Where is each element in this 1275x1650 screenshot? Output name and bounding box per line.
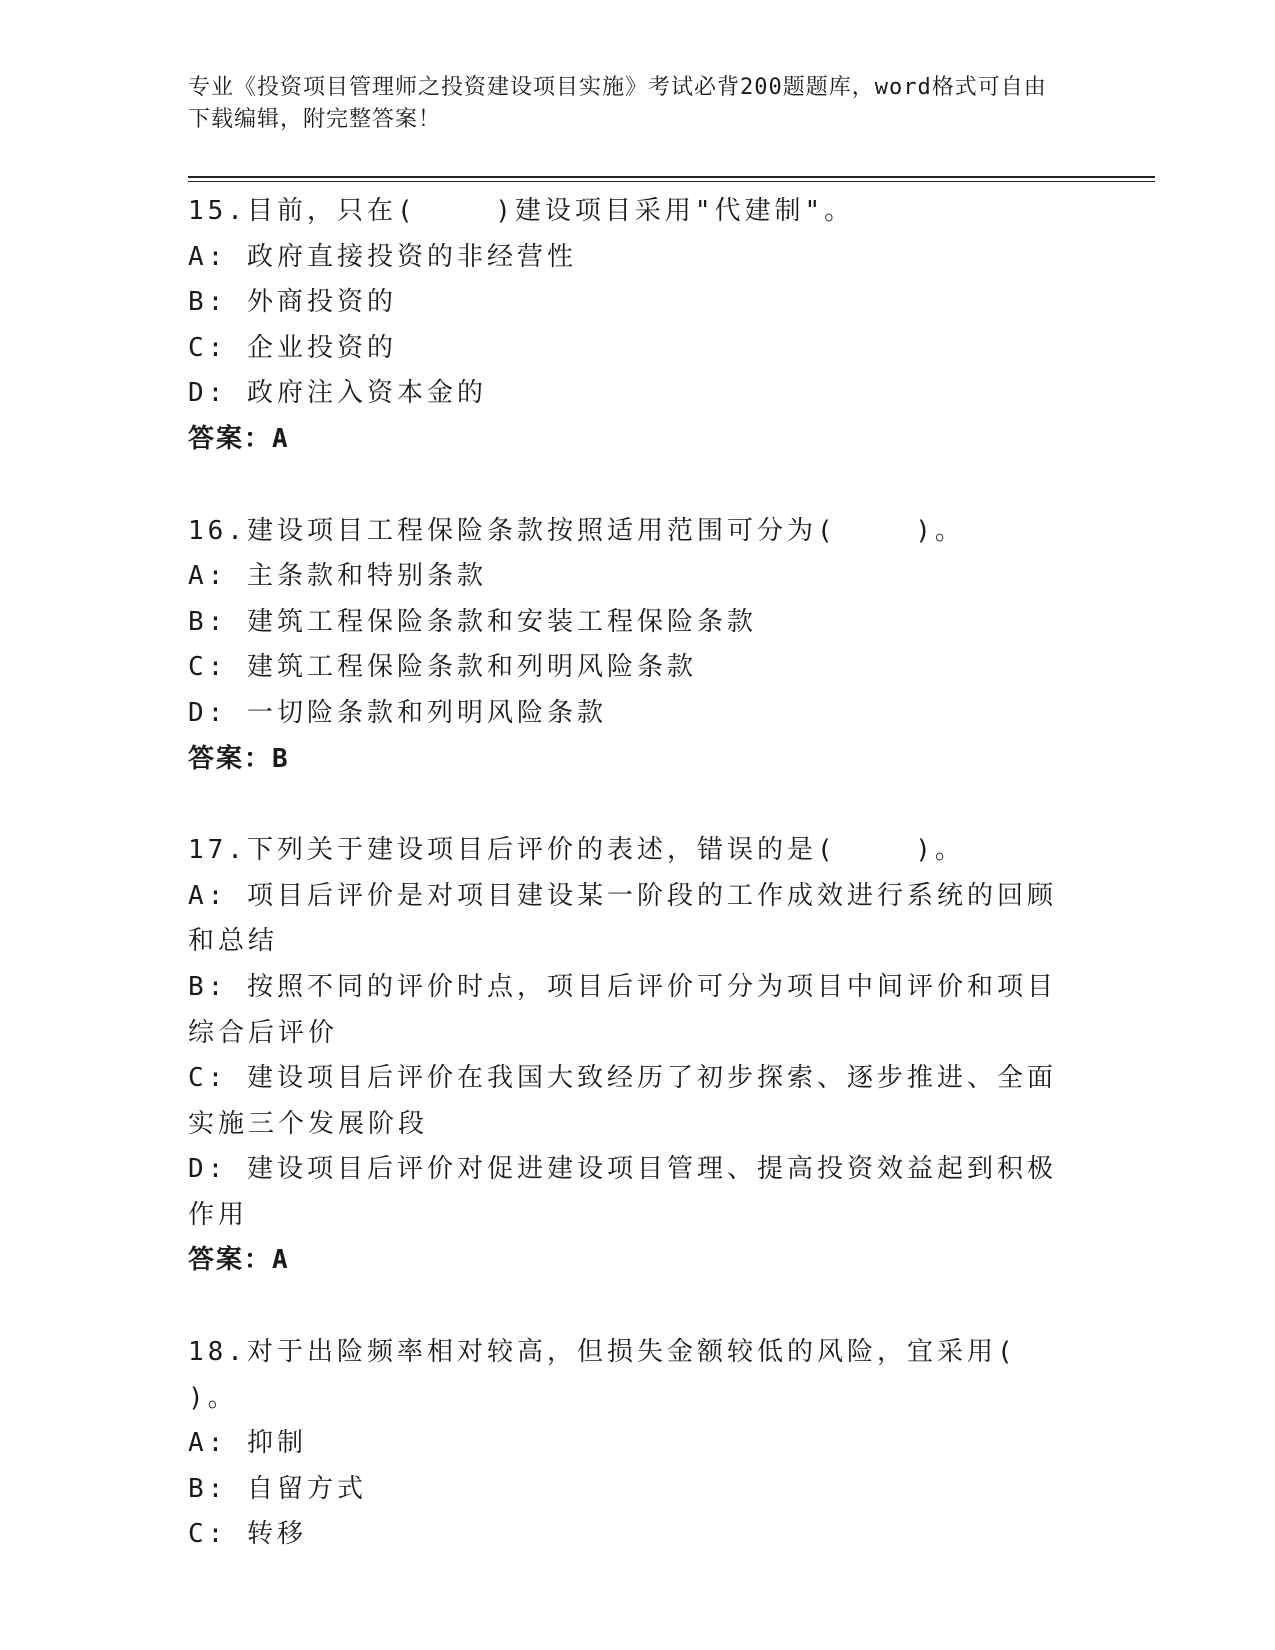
question-stem: 17.下列关于建设项目后评价的表述，错误的是( )。 [188, 835, 965, 866]
document-header: 专业《投资项目管理师之投资建设项目实施》考试必背200题题库，word格式可自由下载编辑，附完整答案！ [188, 75, 1047, 132]
option-b: B: 外商投资的 [188, 287, 397, 318]
question-18 [188, 1330, 1096, 1558]
question-list [188, 189, 1096, 1604]
option-a: A: 主条款和特别条款 [188, 561, 487, 592]
option-c: C: 转移 [188, 1519, 307, 1550]
option-d: D: 建设项目后评价对促进建设项目管理、提高投资效益起到积极作用 [188, 1154, 1057, 1230]
header-rule-thick [188, 176, 1155, 178]
option-d: D: 一切险条款和列明风险条款 [188, 697, 607, 728]
option-b: B: 按照不同的评价时点，项目后评价可分为项目中间评价和项目综合后评价 [188, 971, 1057, 1048]
option-d: D: 政府注入资本金的 [188, 378, 487, 409]
question-stem: 16.建设项目工程保险条款按照适用范围可分为( )。 [188, 515, 965, 546]
question-16 [188, 509, 1078, 783]
question-stem: 15.目前，只在( )建设项目采用"代建制"。 [188, 196, 855, 226]
option-b: B: 建筑工程保险条款和安装工程保险条款 [188, 606, 757, 637]
question-stem: 18.对于出险频率相对较高，但损失金额较低的风险，宜采用( )。 [188, 1337, 1096, 1413]
option-c: C: 企业投资的 [188, 332, 397, 363]
answer: 答案：A [188, 1245, 290, 1276]
question-15 [188, 189, 1078, 463]
option-a: A: 抑制 [188, 1428, 307, 1459]
header-rule-thin [188, 181, 1155, 182]
option-a: A: 项目后评价是对项目建设某一阶段的工作成效进行系统的回顾和总结 [188, 880, 1057, 957]
answer: 答案：B [188, 743, 290, 774]
question-17 [188, 828, 1078, 1284]
option-a: A: 政府直接投资的非经营性 [188, 241, 577, 272]
option-b: B: 自留方式 [188, 1473, 367, 1504]
option-c: C: 建设项目后评价在我国大致经历了初步探索、逐步推进、全面实施三个发展阶段 [188, 1063, 1057, 1139]
option-c: C: 建筑工程保险条款和列明风险条款 [188, 652, 697, 683]
answer: 答案：A [188, 423, 290, 454]
